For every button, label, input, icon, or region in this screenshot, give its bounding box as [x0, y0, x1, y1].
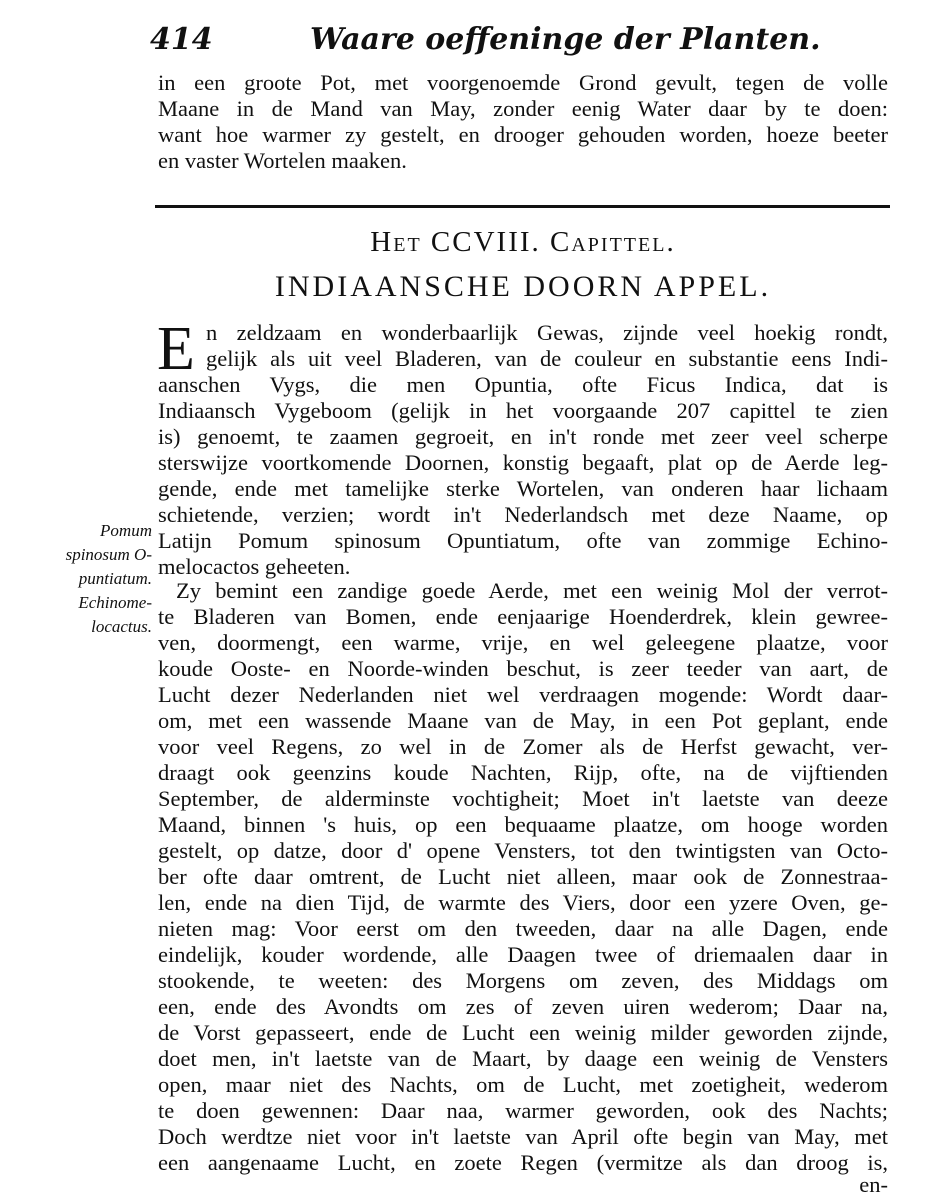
- margin-note: Echinome-: [78, 593, 152, 612]
- paragraph-line: Doch werdtze niet voor in't laetste van April ofte begin van May, met: [158, 1124, 888, 1149]
- paragraph-line: een aangenaame Lucht, en zoete Regen (vermitze als dan droog is,: [158, 1150, 888, 1175]
- paragraph-line: gelijk als uit veel Bladeren, van de couleur en substantie eens Indi-: [206, 346, 888, 371]
- catchword: en-: [859, 1172, 888, 1197]
- paragraph-line: gestelt, op datze, door d' opene Vensters, tot den twintigsten van Octo-: [158, 838, 888, 863]
- running-title: Waare oeffeninge der Planten.: [310, 22, 821, 57]
- paragraph-line: voor veel Regens, zo wel in de Zomer als de Herfst gewacht, ver-: [158, 734, 888, 759]
- intro-line: en vaster Wortelen maaken.: [158, 148, 407, 173]
- paragraph-line: ven, doormengt, een warme, vrije, en wel geleegene plaatze, voor: [158, 630, 888, 655]
- paragraph-line: stookende, te weeten: des Morgens om zeven, des Middags om: [158, 968, 888, 993]
- paragraph-line: te Bladeren van Bomen, ende eenjaarige Hoenderdrek, klein gewree-: [158, 604, 888, 629]
- paragraph-line: gende, ende met tamelijke sterke Wortelen, van onderen haar lichaam: [158, 476, 888, 501]
- page-header: [150, 22, 890, 62]
- chapter-title: INDIAANSCHE DOORN APPEL.: [274, 270, 772, 303]
- paragraph-line: len, ende na dien Tijd, de warmte des Viers, door een yzere Oven, ge-: [158, 890, 888, 915]
- paragraph-line: koude Ooste- en Noorde-winden beschut, is zeer teeder van aart, de: [158, 656, 888, 681]
- drop-cap: E: [157, 315, 195, 383]
- paragraph-line: doet men, in't laetste van de Maart, by daage een weinig de Vensters: [158, 1046, 888, 1071]
- section-divider: [155, 205, 890, 208]
- paragraph-line: Indiaansch Vygeboom (gelijk in het voorgaande 207 capittel te zien: [158, 398, 888, 423]
- paragraph-line: Maand, binnen 's huis, op een bequaame plaatze, om hooge worden: [158, 812, 888, 837]
- paragraph-line: een, ende des Avondts om zes of zeven uiren wederom; Daar na,: [158, 994, 888, 1019]
- paragraph-line: sterswijze voortkomende Doornen, konstig begaaft, plat op de Aerde leg-: [158, 450, 888, 475]
- paragraph-line: de Vorst gepasseert, ende de Lucht een weinig milder geworden zijnde,: [158, 1020, 888, 1045]
- chapter-heading: Het CCVIII. Capittel.: [370, 226, 676, 258]
- paragraph-line: om, met een wassende Maane van de May, in een Pot geplant, ende: [158, 708, 888, 733]
- paragraph-line: nieten mag: Voor eerst om den tweeden, daar na alle Dagen, ende: [158, 916, 888, 941]
- intro-line: in een groote Pot, met voorgenoemde Grond gevult, tegen de volle: [158, 70, 888, 95]
- intro-line: want hoe warmer zy gestelt, en drooger gehouden worden, hoeze beeter: [158, 122, 888, 147]
- page-number: 414: [150, 22, 213, 57]
- paragraph-line: n zeldzaam en wonderbaarlijk Gewas, zijnde veel hoekig rondt,: [206, 320, 888, 345]
- paragraph-line: open, maar niet des Nachts, om de Lucht, met zoetigheit, wederom: [158, 1072, 888, 1097]
- paragraph-line: is) genoemt, te zaamen gegroeit, en in't ronde met zeer veel scherpe: [158, 424, 888, 449]
- margin-note: Pomum: [100, 521, 152, 540]
- paragraph-line: aanschen Vygs, die men Opuntia, ofte Ficus Indica, dat is: [158, 372, 888, 397]
- paragraph-line: Zy bemint een zandige goede Aerde, met een weinig Mol der verrot-: [176, 578, 888, 603]
- paragraph-line: schietende, verzien; wordt in't Nederlandsch met deze Naame, op: [158, 502, 888, 527]
- paragraph-line: eindelijk, kouder wordende, alle Daagen twee of driemaalen daar in: [158, 942, 888, 967]
- paragraph-line: melocactos geheeten.: [158, 554, 351, 579]
- paragraph-line: Lucht dezer Nederlanden niet wel verdraagen mogende: Wordt daar-: [158, 682, 888, 707]
- margin-note: locactus.: [91, 617, 152, 636]
- paragraph-line: te doen gewennen: Daar naa, warmer geworden, ook des Nachts;: [158, 1098, 888, 1123]
- margin-note: spinosum O-: [65, 545, 152, 564]
- intro-line: Maane in de Mand van May, zonder eenig Water daar by te doen:: [158, 96, 888, 121]
- paragraph-line: Latijn Pomum spinosum Opuntiatum, ofte van zommige Echino-: [158, 528, 888, 553]
- paragraph-line: ber ofte daar omtrent, de Lucht niet alleen, maar ook de Zonnestraa-: [158, 864, 888, 889]
- margin-note: puntiatum.: [78, 569, 152, 588]
- paragraph-line: September, de alderminste vochtigheit; Moet in't laetste van deeze: [158, 786, 888, 811]
- paragraph-line: draagt ook geenzins koude Nachten, Rijp, ofte, na de vijftienden: [158, 760, 888, 785]
